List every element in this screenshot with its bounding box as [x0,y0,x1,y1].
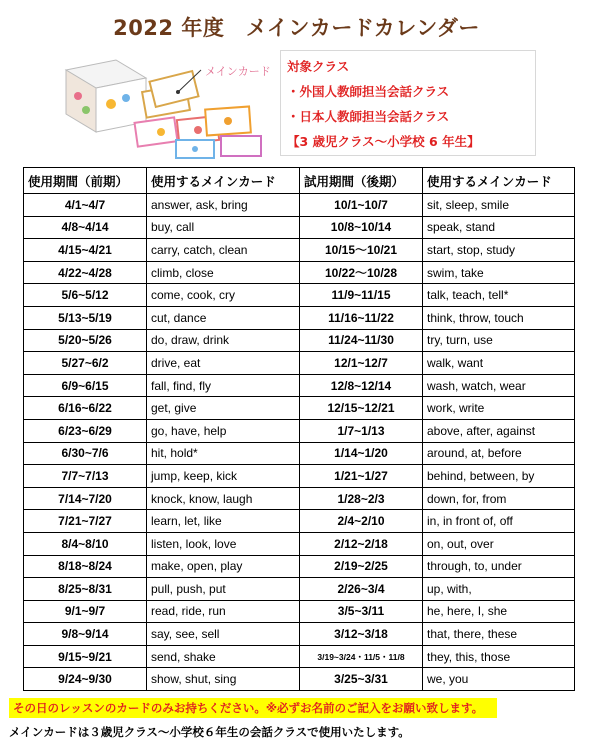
table-row [24,284,575,307]
second-term-period: 2/26~3/4 [300,578,423,601]
first-term-cards: climb, close [147,261,300,284]
second-term-cards: that, there, these [423,623,575,646]
first-term-cards: buy, call [147,216,300,239]
second-term-period: 3/19~3/24・11/5・11/8 [300,645,423,668]
table-row [24,239,575,262]
first-term-period: 4/15~4/21 [24,239,147,262]
main-card-callout: メインカード [205,65,271,78]
table-row [24,623,575,646]
table-row [24,419,575,442]
first-term-period: 7/7~7/13 [24,465,147,488]
second-term-period: 10/22～10/28 [300,261,423,284]
calendar-table [23,167,575,691]
table-row [24,442,575,465]
table-row [24,374,575,397]
second-term-period: 2/12~2/18 [300,532,423,555]
first-term-period: 5/13~5/19 [24,306,147,329]
first-term-period: 6/30~7/6 [24,442,147,465]
second-term-period: 12/1~12/7 [300,352,423,375]
first-term-cards: get, give [147,397,300,420]
first-term-cards: carry, catch, clean [147,239,300,262]
table-row [24,261,575,284]
table-row [24,555,575,578]
target-class-heading: 対象クラス [287,59,350,74]
first-term-cards: send, shake [147,645,300,668]
second-term-cards: walk, want [423,352,575,375]
second-term-period: 3/12~3/18 [300,623,423,646]
column-header: 使用期間（前期） [24,168,147,194]
first-term-cards: cut, dance [147,306,300,329]
first-term-period: 6/23~6/29 [24,419,147,442]
first-term-period: 7/14~7/20 [24,487,147,510]
first-term-period: 9/8~9/14 [24,623,147,646]
second-term-cards: they, this, those [423,645,575,668]
first-term-cards: learn, let, like [147,510,300,533]
target-class-line: 【3 歳児クラス～小学校 6 年生】 [287,134,480,149]
second-term-cards: sit, sleep, smile [423,194,575,217]
second-term-period: 11/24~11/30 [300,329,423,352]
first-term-cards: come, cook, cry [147,284,300,307]
second-term-period: 1/14~1/20 [300,442,423,465]
target-class-line: ・外国人教師担当会話クラス [287,84,450,99]
target-class-line: ・日本人教師担当会話クラス [287,109,450,124]
first-term-period: 9/1~9/7 [24,600,147,623]
first-term-cards: drive, eat [147,352,300,375]
first-term-period: 9/24~9/30 [24,668,147,691]
first-term-period: 7/21~7/27 [24,510,147,533]
table-row [24,216,575,239]
second-term-cards: think, throw, touch [423,306,575,329]
first-term-period: 4/1~4/7 [24,194,147,217]
second-term-cards: we, you [423,668,575,691]
table-row [24,668,575,691]
table-row [24,397,575,420]
second-term-cards: he, here, I, she [423,600,575,623]
second-term-cards: work, write [423,397,575,420]
target-class-box [280,50,536,156]
table-header-row [24,168,575,194]
first-term-period: 5/6~5/12 [24,284,147,307]
second-term-cards: start, stop, study [423,239,575,262]
second-term-cards: above, after, against [423,419,575,442]
first-term-cards: show, shut, sing [147,668,300,691]
first-term-period: 8/4~8/10 [24,532,147,555]
table-row [24,510,575,533]
second-term-period: 2/19~2/25 [300,555,423,578]
first-term-period: 8/18~8/24 [24,555,147,578]
first-term-cards: knock, know, laugh [147,487,300,510]
first-term-period: 9/15~9/21 [24,645,147,668]
first-term-period: 6/16~6/22 [24,397,147,420]
first-term-cards: say, see, sell [147,623,300,646]
table-row [24,306,575,329]
second-term-cards: try, turn, use [423,329,575,352]
table-row [24,352,575,375]
first-term-cards: jump, keep, kick [147,465,300,488]
second-term-period: 1/7~1/13 [300,419,423,442]
table-row [24,600,575,623]
page-title: 2022 年度 メインカードカレンダー [113,16,480,40]
second-term-cards: speak, stand [423,216,575,239]
first-term-cards: answer, ask, bring [147,194,300,217]
table-row [24,465,575,488]
second-term-cards: up, with, [423,578,575,601]
first-term-cards: read, ride, run [147,600,300,623]
second-term-period: 10/8~10/14 [300,216,423,239]
first-term-cards: go, have, help [147,419,300,442]
first-term-period: 4/22~4/28 [24,261,147,284]
second-term-cards: behind, between, by [423,465,575,488]
table-row [24,487,575,510]
column-header: 試用期間（後期） [300,168,423,194]
second-term-period: 12/15~12/21 [300,397,423,420]
second-term-cards: talk, teach, tell* [423,284,575,307]
table-row [24,532,575,555]
column-header: 使用するメインカード [423,168,575,194]
second-term-cards: through, to, under [423,555,575,578]
table-row [24,578,575,601]
second-term-period: 10/1~10/7 [300,194,423,217]
second-term-cards: around, at, before [423,442,575,465]
second-term-cards: down, for, from [423,487,575,510]
table-row [24,329,575,352]
second-term-period: 3/25~3/31 [300,668,423,691]
first-term-period: 5/27~6/2 [24,352,147,375]
table-row [24,194,575,217]
footer-note: メインカードは３歳児クラス～小学校６年生の会話クラスで使用いたします。 [9,725,410,739]
first-term-period: 6/9~6/15 [24,374,147,397]
second-term-period: 3/5~3/11 [300,600,423,623]
second-term-cards: wash, watch, wear [423,374,575,397]
second-term-period: 11/9~11/15 [300,284,423,307]
first-term-cards: make, open, play [147,555,300,578]
second-term-cards: in, in front of, off [423,510,575,533]
column-header: 使用するメインカード [147,168,300,194]
first-term-period: 4/8~4/14 [24,216,147,239]
second-term-period: 2/4~2/10 [300,510,423,533]
table-row [24,645,575,668]
second-term-period: 1/28~2/3 [300,487,423,510]
first-term-cards: listen, look, love [147,532,300,555]
first-term-period: 8/25~8/31 [24,578,147,601]
first-term-period: 5/20~5/26 [24,329,147,352]
second-term-period: 1/21~1/27 [300,465,423,488]
notice-banner: その日のレッスンのカードのみお持ちください。※必ずお名前のご記入をお願い致します。 [9,698,497,718]
first-term-cards: do, draw, drink [147,329,300,352]
first-term-cards: fall, find, fly [147,374,300,397]
second-term-period: 10/15～10/21 [300,239,423,262]
second-term-period: 11/16~11/22 [300,306,423,329]
first-term-cards: pull, push, put [147,578,300,601]
second-term-cards: swim, take [423,261,575,284]
second-term-period: 12/8~12/14 [300,374,423,397]
first-term-cards: hit, hold* [147,442,300,465]
second-term-cards: on, out, over [423,532,575,555]
